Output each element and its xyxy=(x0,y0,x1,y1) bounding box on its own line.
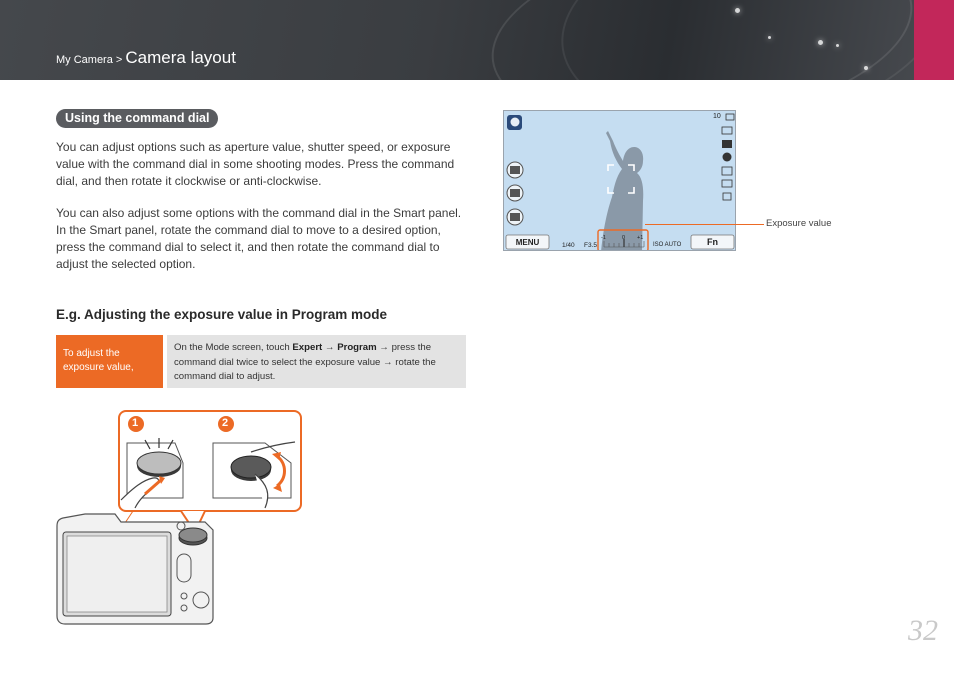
sparkle-decoration xyxy=(864,66,868,70)
step-text-part: → xyxy=(322,342,338,353)
menu-button-label: MENU xyxy=(515,238,540,247)
page-header xyxy=(0,0,954,80)
chapter-tab xyxy=(914,0,954,80)
image-size-icon xyxy=(722,127,732,134)
step-text-part: On the Mode screen, touch xyxy=(174,342,293,353)
sparkle-decoration xyxy=(768,36,771,39)
breadcrumb xyxy=(56,48,236,68)
step-marker-1-label: 1 xyxy=(132,417,139,429)
shot-count: 10 xyxy=(713,113,721,120)
quality-icon xyxy=(722,140,732,148)
shutter-speed: 1/40 xyxy=(562,242,575,249)
ev-zero: 0 xyxy=(622,235,626,241)
breadcrumb-current: Camera layout xyxy=(125,48,236,67)
breadcrumb-parent[interactable]: My Camera > xyxy=(56,54,123,66)
metering-icon xyxy=(723,153,732,162)
body-paragraph: You can adjust options such as aperture value, shutter speed, or exposure value with the command dial in some shooting modes. Press the command dial, and then rotate it clockwise or anti-clockwise. xyxy=(56,140,455,188)
flash-icon xyxy=(723,193,731,200)
body-paragraph: You can also adjust some options with the command dial in the Smart panel. In the Smart panel, rotate the command dial to move to a desired option, press the command dial to select it, and then rotate the command dial to adjust the selected option. xyxy=(56,206,462,271)
step-text-part: → press the command dial twice to select the exposure value → rotate the command dial to adjust. xyxy=(174,342,436,382)
exposure-value-callout: Exposure value xyxy=(766,218,832,229)
camera-illustration xyxy=(55,408,305,628)
mode-icon xyxy=(511,118,520,127)
af-mode-icon xyxy=(722,167,732,175)
ev-minus: -1 xyxy=(601,235,606,241)
sparkle-decoration xyxy=(818,40,823,45)
camera-drawing xyxy=(55,408,305,628)
camera-screen-graphic xyxy=(504,111,736,251)
iso-value: ISO AUTO xyxy=(653,242,682,248)
white-balance-icon xyxy=(722,180,732,187)
step-marker-2-label: 2 xyxy=(222,417,229,429)
photo-style-icon xyxy=(510,189,520,197)
battery-icon xyxy=(726,114,734,120)
sparkle-decoration xyxy=(836,44,839,47)
section-title: Using the command dial xyxy=(56,109,218,128)
example-heading: E.g. Adjusting the exposure value in Program mode xyxy=(56,307,388,322)
step-label: To adjust the exposure value, xyxy=(56,335,163,388)
step-instructions xyxy=(167,335,466,388)
camera-body xyxy=(57,514,213,624)
smart-filter-icon xyxy=(510,166,520,174)
header-decoration xyxy=(548,0,954,80)
page-number: 32 xyxy=(908,614,938,647)
step-program: Program xyxy=(337,342,377,353)
sparkle-decoration xyxy=(735,8,740,13)
ev-plus: +1 xyxy=(637,235,644,241)
drive-mode-icon xyxy=(510,213,520,221)
camera-screen xyxy=(503,110,736,251)
step-expert: Expert xyxy=(292,342,323,353)
fn-button-label: Fn xyxy=(707,237,718,247)
callout-line xyxy=(645,224,764,225)
aperture: F3.5 xyxy=(584,242,598,249)
